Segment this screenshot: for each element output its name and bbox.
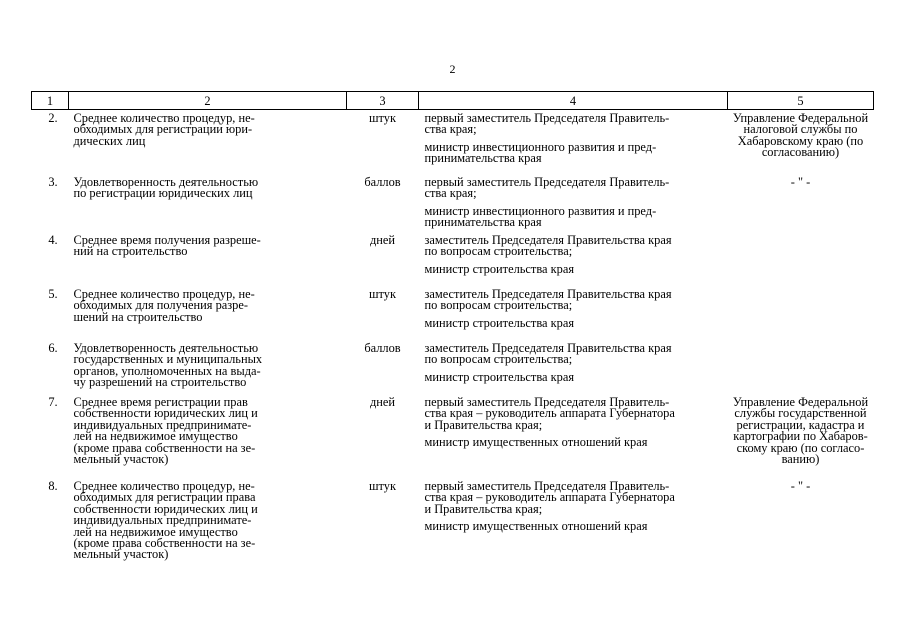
responsible-line: министр строительства края: [424, 261, 575, 276]
responsible-line: министр имущественных отношений края: [424, 435, 648, 450]
table-row: [32, 232, 874, 286]
agency-cell: Управление Федеральной налоговой службы по Хабаровскому краю (по согласованию): [732, 111, 869, 160]
responsible-line: министр инвестиционного развития и пред- принимательства края: [424, 139, 657, 166]
responsible-cell: [419, 286, 728, 340]
column-header-5: 5: [728, 92, 874, 110]
unit-cell: баллов: [364, 175, 401, 189]
agency-cell: - " -: [790, 175, 811, 189]
responsible-cell: [419, 394, 728, 478]
responsible-line: заместитель Председателя Правительства края по вопросам строительства;: [424, 287, 672, 313]
unit-cell: баллов: [364, 341, 401, 355]
agency-cell: - " -: [790, 479, 811, 493]
table-row: [32, 286, 874, 340]
agency-cell: Управление Федеральной службы государственной регистрации, кадастра и картографии по Хабаров- скому краю (по согласо- ванию): [732, 395, 869, 467]
row-number-cell: 3.: [48, 175, 58, 189]
responsible-cell: [419, 232, 728, 286]
indicator-cell: Среднее количество процедур, не- обходимых для получения разре- шений на строительство: [73, 287, 255, 324]
table-container: [31, 91, 873, 571]
table-row: [32, 478, 874, 571]
row-number-cell: 6.: [48, 341, 58, 355]
indicator-cell: Удовлетворенность деятельностью государственных и муниципальных органов, уполномоченных на выда- чу разрешений на строительство: [73, 341, 263, 390]
unit-cell: дней: [369, 233, 396, 247]
unit-cell: штук: [368, 479, 396, 493]
row-number-cell: 4.: [48, 233, 58, 247]
responsible-cell: [419, 478, 728, 571]
page-number: 2: [449, 62, 456, 76]
indicator-cell: Среднее время регистрации прав собственности юридических лиц и индивидуальных предпринимате- лей на недвижимое имущество (кроме права собственности на зе- мельный участок): [73, 395, 258, 467]
indicator-cell: Среднее количество процедур, не- обходимых для регистрации юри- дических лиц: [73, 111, 255, 148]
row-number-cell: 2.: [48, 111, 58, 125]
row-number-cell: 7.: [48, 395, 58, 409]
responsible-line: первый заместитель Председателя Правитель- ства края;: [424, 175, 670, 201]
table-row: [32, 340, 874, 394]
responsible-line: первый заместитель Председателя Правитель- ства края – руководитель аппарата Губернатора и Правительства края;: [424, 479, 675, 516]
table-body: [32, 110, 874, 572]
responsible-line: министр имущественных отношений края: [424, 519, 648, 534]
responsible-line: министр инвестиционного развития и пред- принимательства края: [424, 203, 657, 230]
responsible-line: заместитель Председателя Правительства края по вопросам строительства;: [424, 341, 672, 367]
table-header-row: [32, 92, 874, 110]
table-row: [32, 174, 874, 232]
responsible-line: первый заместитель Председателя Правитель- ства края;: [424, 111, 670, 137]
indicator-cell: Среднее количество процедур, не- обходимых для регистрации права собственности юридических лиц и индивидуальных предпринимате- лей на недвижимое имущество (кроме права собственности на зе- мельный участок): [73, 479, 258, 562]
column-header-4: 4: [419, 92, 728, 110]
indicator-cell: Среднее время получения разреше- ний на строительство: [73, 233, 261, 259]
column-header-1: 1: [32, 92, 69, 110]
responsible-cell: [419, 340, 728, 394]
row-number-cell: 5.: [48, 287, 58, 301]
responsible-line: министр строительства края: [424, 315, 575, 330]
unit-cell: дней: [369, 395, 396, 409]
agency-cell: [728, 232, 874, 286]
column-header-2: 2: [69, 92, 347, 110]
responsible-line: заместитель Председателя Правительства края по вопросам строительства;: [424, 233, 672, 259]
unit-cell: штук: [368, 287, 396, 301]
agency-cell: [728, 340, 874, 394]
responsible-cell: [419, 174, 728, 232]
responsible-cell: [419, 110, 728, 175]
table-row: [32, 110, 874, 175]
row-number-cell: 8.: [48, 479, 58, 493]
unit-cell: штук: [368, 111, 396, 125]
table-row: [32, 394, 874, 478]
indicators-table: [31, 91, 874, 571]
agency-cell: [728, 286, 874, 340]
responsible-line: министр строительства края: [424, 369, 575, 384]
column-header-3: 3: [347, 92, 419, 110]
responsible-line: первый заместитель Председателя Правитель- ства края – руководитель аппарата Губернатора и Правительства края;: [424, 395, 675, 432]
indicator-cell: Удовлетворенность деятельностью по регистрации юридических лиц: [73, 175, 259, 201]
